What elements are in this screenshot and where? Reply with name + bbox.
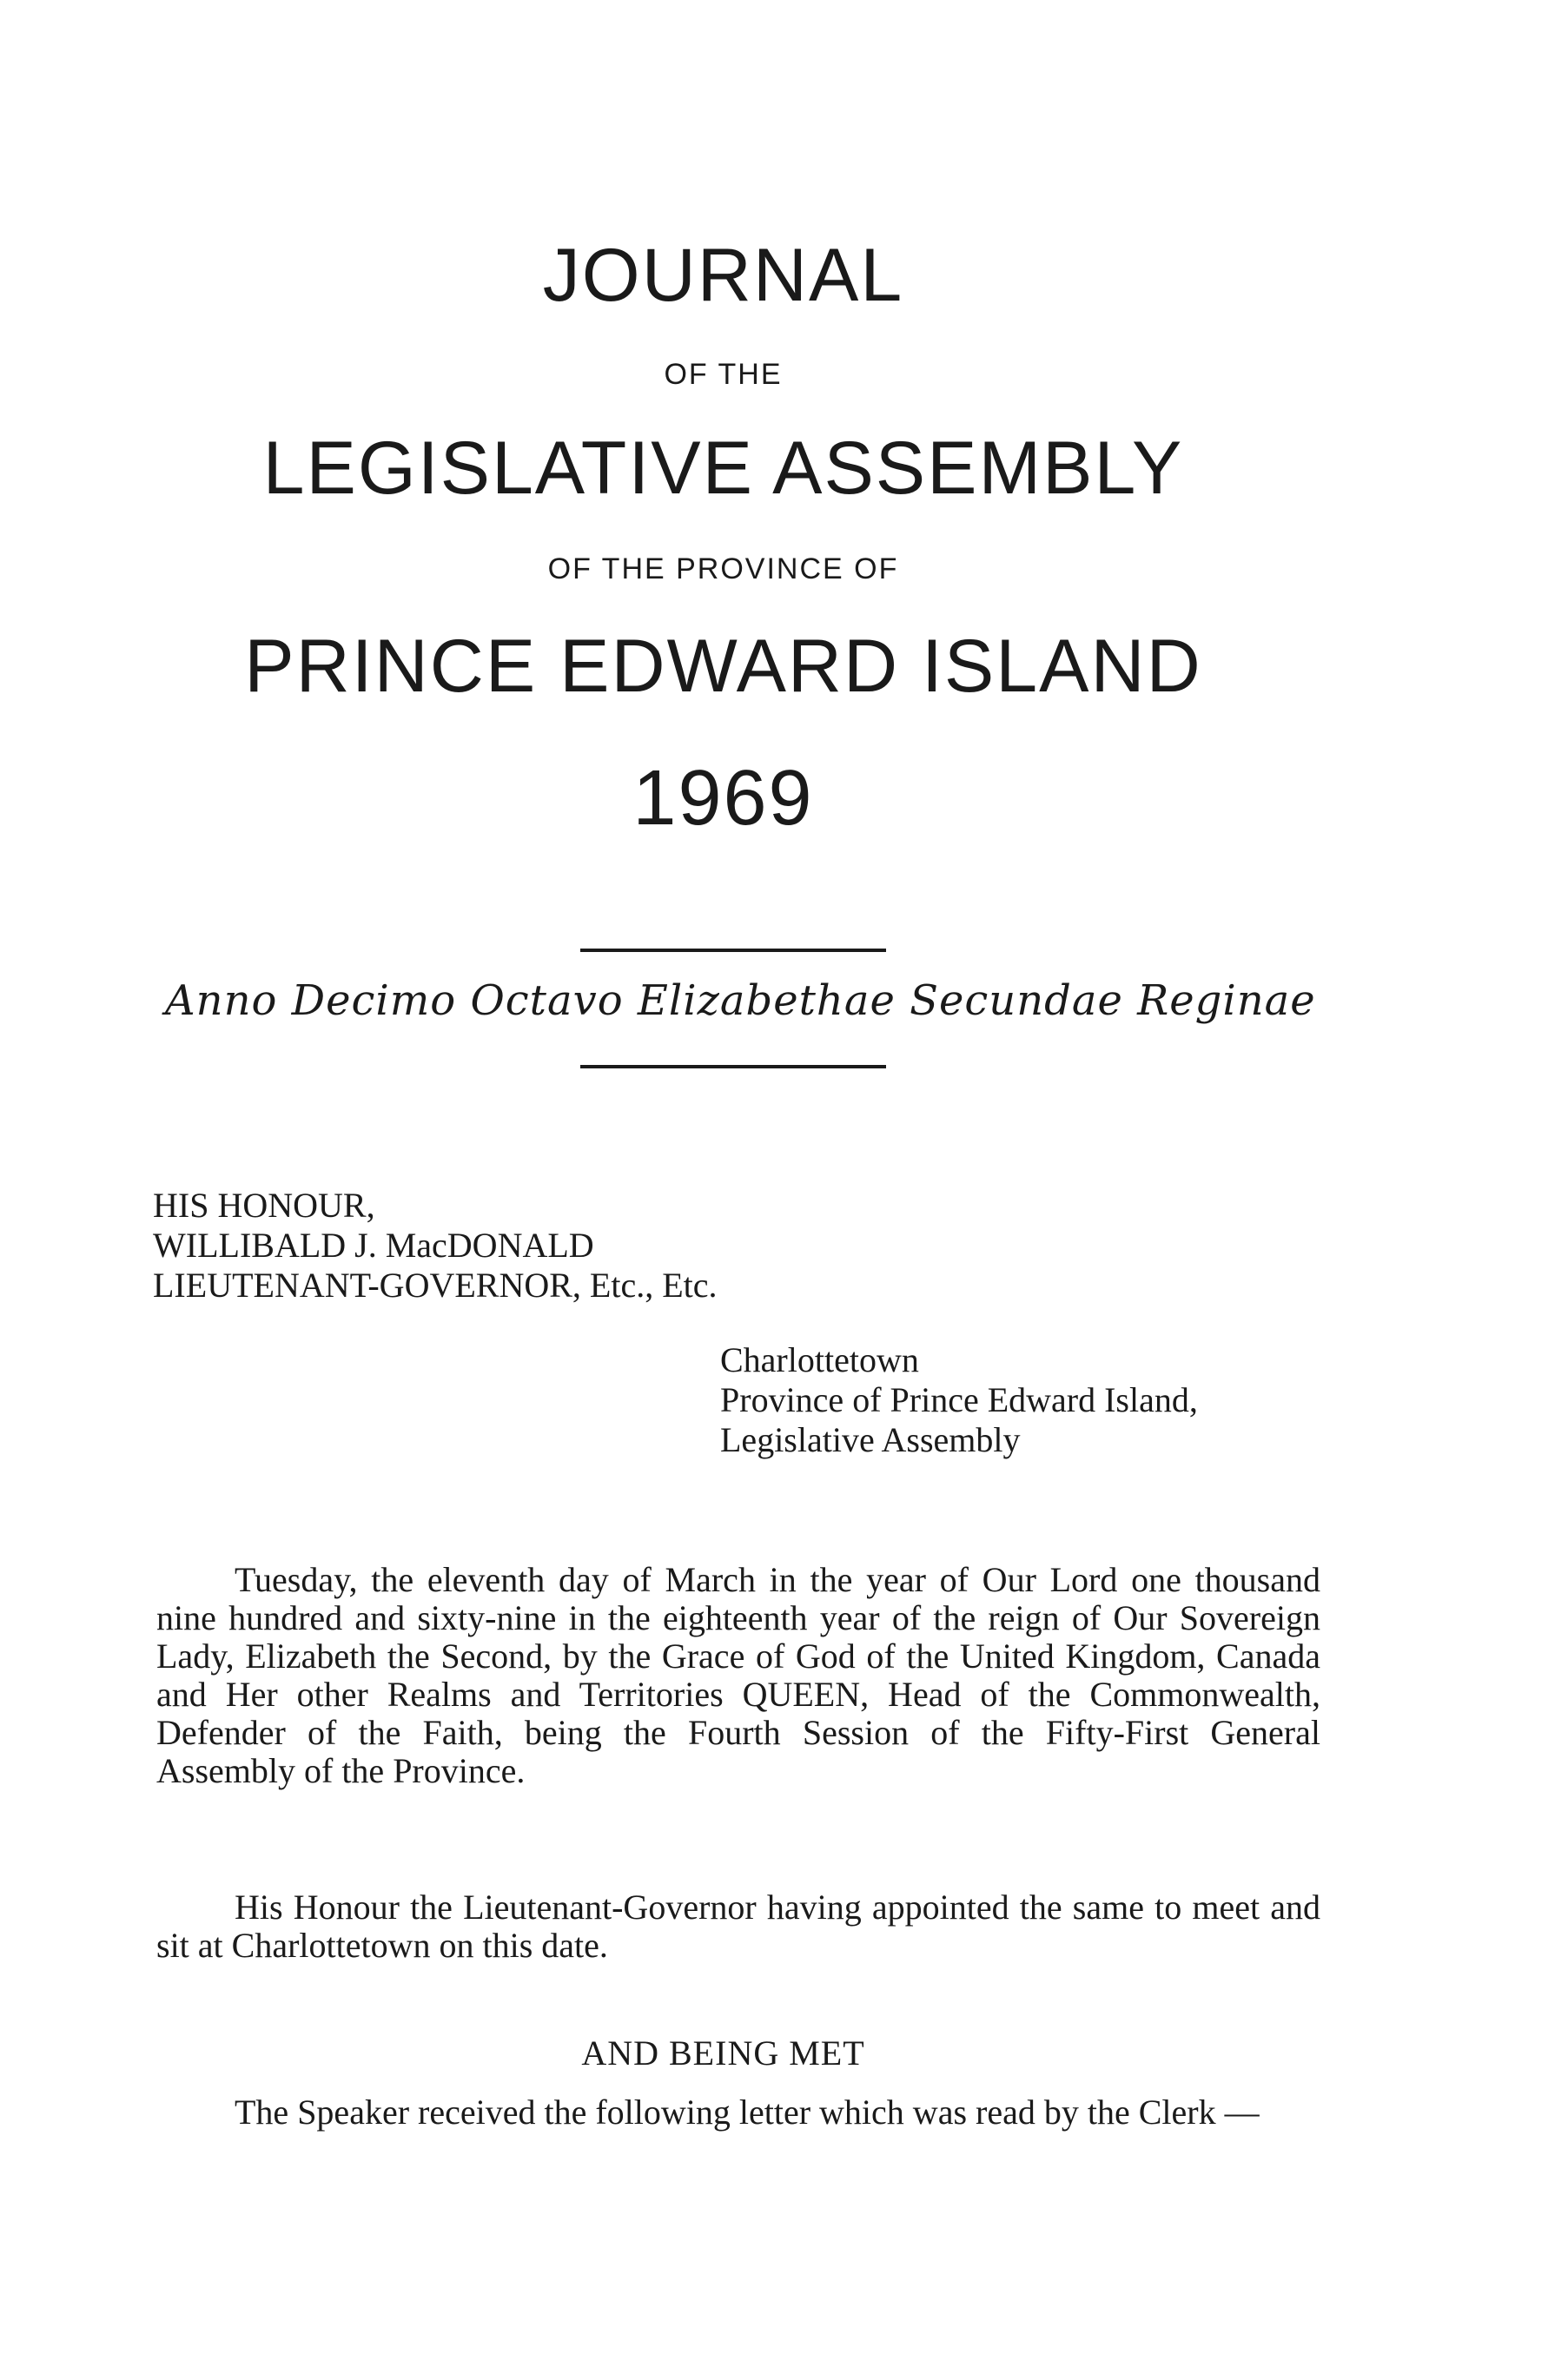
addressee-line-1: HIS HONOUR, [153,1186,375,1225]
title-journal: JOURNAL [542,234,904,317]
title-year: 1969 [632,755,814,842]
speaker-letter-paragraph: The Speaker received the following letter which was read by the Clerk — [235,2093,1260,2132]
divider-rule-bottom [580,1065,886,1068]
addressee-block [153,1186,718,1306]
appointment-paragraph: His Honour the Lieutenant-Governor having appointed the same to meet and sit at Charlottetown on this date. [156,1888,1320,1965]
location-line-1: Charlottetown [720,1340,919,1379]
and-being-met-heading: AND BEING MET [581,2033,865,2073]
location-block [720,1340,1198,1460]
title-prince-edward-island: PRINCE EDWARD ISLAND [244,625,1202,708]
title-of-the: OF THE [664,358,783,391]
title-of-the-province-of: OF THE PROVINCE OF [547,552,899,585]
addressee-line-3: LIEUTENANT-GOVERNOR, Etc., Etc. [153,1266,718,1305]
location-line-3: Legislative Assembly [720,1420,1021,1459]
session-paragraph: Tuesday, the eleventh day of March in the year of Our Lord one thousand nine hundred and sixty-nine in the eighteenth year of the reign of Our Sovereign Lady, Elizabeth the Second, by the Grace of God of the United Kingdom, Canada and Her other Realms and Territories QUEEN, Head of the Commonwealth, Defender of the Faith, being the Fourth Session of the Fifty-First General Assembly of the Province. [156,1560,1320,1790]
location-line-2: Province of Prince Edward Island, [720,1380,1198,1419]
divider-rule-top [580,949,886,952]
addressee-line-2: WILLIBALD J. MacDONALD [153,1226,594,1265]
title-legislative-assembly: LEGISLATIVE ASSEMBLY [262,426,1184,510]
regnal-year-line: Anno Decimo Octavo Elizabethae Secundae Reginae [165,976,1316,1025]
